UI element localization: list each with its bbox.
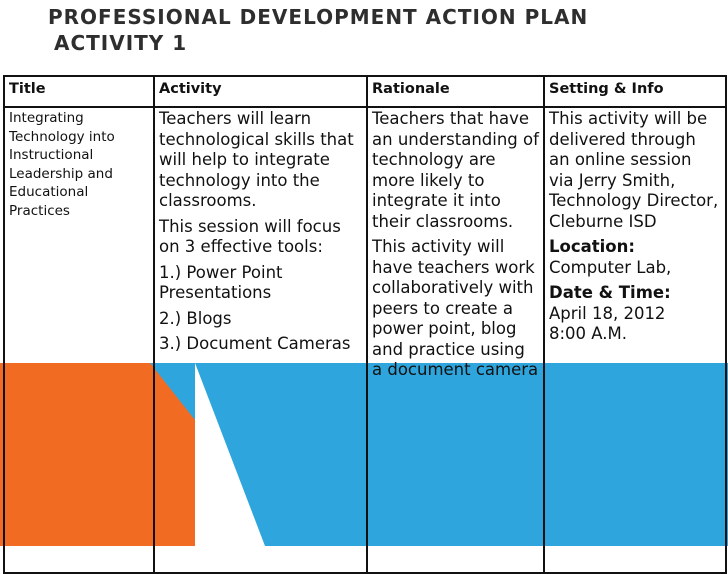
location-value: Computer Lab, xyxy=(549,257,672,277)
table-row xyxy=(4,107,726,573)
rationale-para-1: Teachers that have an understanding of technology are more likely to integrate it into their classrooms. xyxy=(372,109,539,231)
header-rationale: Rationale xyxy=(367,76,544,107)
title-line-2: ACTIVITY 1 xyxy=(54,31,188,55)
title-line-1: PROFESSIONAL DEVELOPMENT ACTION PLAN xyxy=(48,5,589,29)
activity-tool-1: 1.) Power Point Presentations xyxy=(159,262,283,302)
header-title: Title xyxy=(4,76,154,107)
title-text: Integrating Technology into Instructional Leadership and Educational Practices xyxy=(9,110,115,219)
cell-activity xyxy=(154,107,367,573)
event-time: 8:00 A.M. xyxy=(549,324,628,343)
cell-title xyxy=(4,107,154,573)
event-date: April 18, 2012 xyxy=(549,303,666,323)
activity-tool-2: 2.) Blogs xyxy=(159,308,232,328)
activity-tool-3: 3.) Document Cameras xyxy=(159,334,351,353)
header-setting-info: Setting & Info xyxy=(544,76,726,107)
location-label: Location: xyxy=(549,237,635,256)
cell-rationale xyxy=(367,107,544,573)
setting-delivery: This activity will be delivered through an online session via Jerry Smith, Technology Director, Cleburne ISD xyxy=(549,109,719,231)
slide-title xyxy=(48,4,588,56)
activity-intro: Teachers will learn technological skills that will help to integrate technology into the classrooms. xyxy=(159,109,354,210)
datetime-label: Date & Time: xyxy=(549,283,671,302)
header-activity: Activity xyxy=(154,76,367,107)
cell-setting-info xyxy=(544,107,726,573)
action-plan-table xyxy=(3,75,727,574)
table-header-row xyxy=(4,76,726,107)
rationale-para-2: This activity will have teachers work collaboratively with peers to create a power point, blog and practice using a document camera xyxy=(372,237,539,379)
activity-focus: This session will focus on 3 effective tools: xyxy=(159,216,341,256)
